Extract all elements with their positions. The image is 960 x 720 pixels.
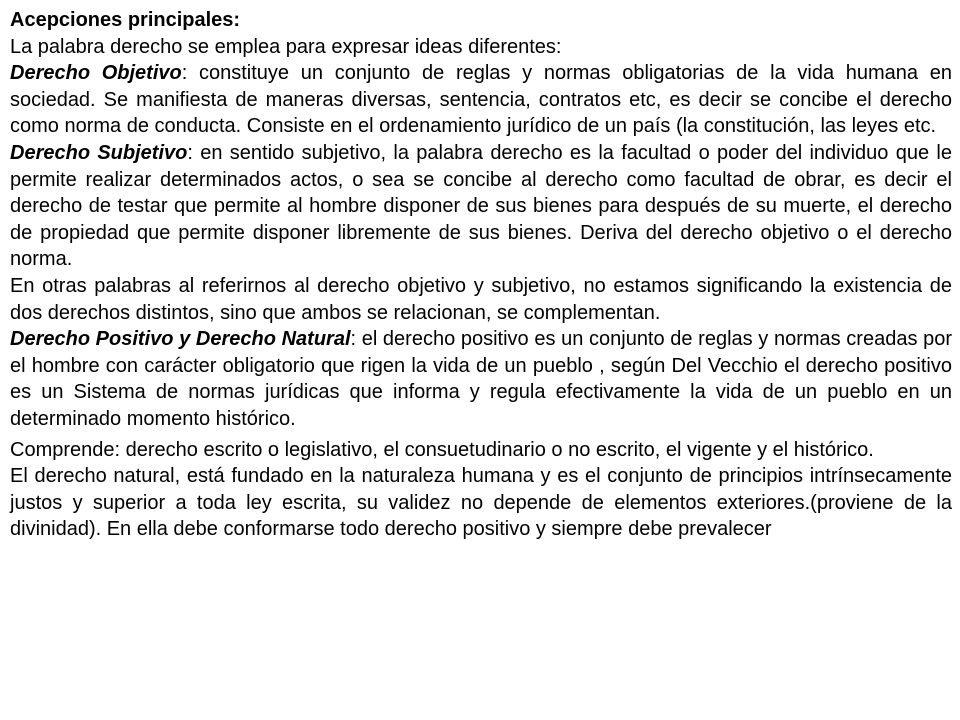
positivo-natural-term: Derecho Positivo y Derecho Natural <box>10 328 351 351</box>
derecho-objetivo-term: Derecho Objetivo <box>10 62 182 85</box>
derecho-subjetivo-term: Derecho Subjetivo <box>10 141 188 164</box>
comprende-paragraph: Comprende: derecho escrito o legislativo, el consuetudinario o no escrito, el vigente y el histórico. <box>10 438 874 461</box>
derecho-subjetivo-paragraph <box>10 140 952 273</box>
positivo-natural-text: : el derecho positivo es un conjunto de reglas y normas creadas por el hombre con carácter obligatorio que rigen la vida de un pueblo , según Del Vecchio el derecho positivo es un Sistema de normas jurídicas que informa y regula efectivamente la vida de un pueblo en un determinado momento histórico. <box>10 328 953 430</box>
slide-heading: Acepciones principales: <box>10 9 241 31</box>
derecho-objetivo-text: : constituye un conjunto de reglas y normas obligatorias de la vida humana en sociedad. Se manifiesta de maneras diversas, sentencia, contratos etc, es decir se concibe el derecho como norma de conducta. Consiste en el ordenamiento jurídico de un país (la constitución, las leyes etc. <box>10 62 952 138</box>
intro-paragraph: La palabra derecho se emplea para expresar ideas diferentes: <box>10 35 562 58</box>
slide-text-body <box>10 7 952 543</box>
derecho-subjetivo-text: : en sentido subjetivo, la palabra derecho es la facultad o poder del individuo que le permite realizar determinados actos, o sea se concibe al derecho como facultad de obrar, es decir el derecho de testar que permite al hombre disponer de sus bienes para después de su muerte, el derecho de propiedad que permite disponer libremente de sus bienes. Deriva del derecho objetivo o el derecho norma. <box>10 141 952 271</box>
positivo-natural-paragraph <box>10 326 952 432</box>
derecho-objetivo-paragraph <box>10 60 952 140</box>
derecho-natural-paragraph: El derecho natural, está fundado en la naturaleza humana y es el conjunto de principios intrínsecamente justos y superior a toda ley escrita, su validez no depende de elementos exteriores.(proviene de la divinidad). En ella debe conformarse todo derecho positivo y siempre debe prevalecer <box>10 465 952 541</box>
otras-palabras-paragraph: En otras palabras al referirnos al derecho objetivo y subjetivo, no estamos significando la existencia de dos derechos distintos, sino que ambos se relacionan, se complementan. <box>10 274 952 324</box>
